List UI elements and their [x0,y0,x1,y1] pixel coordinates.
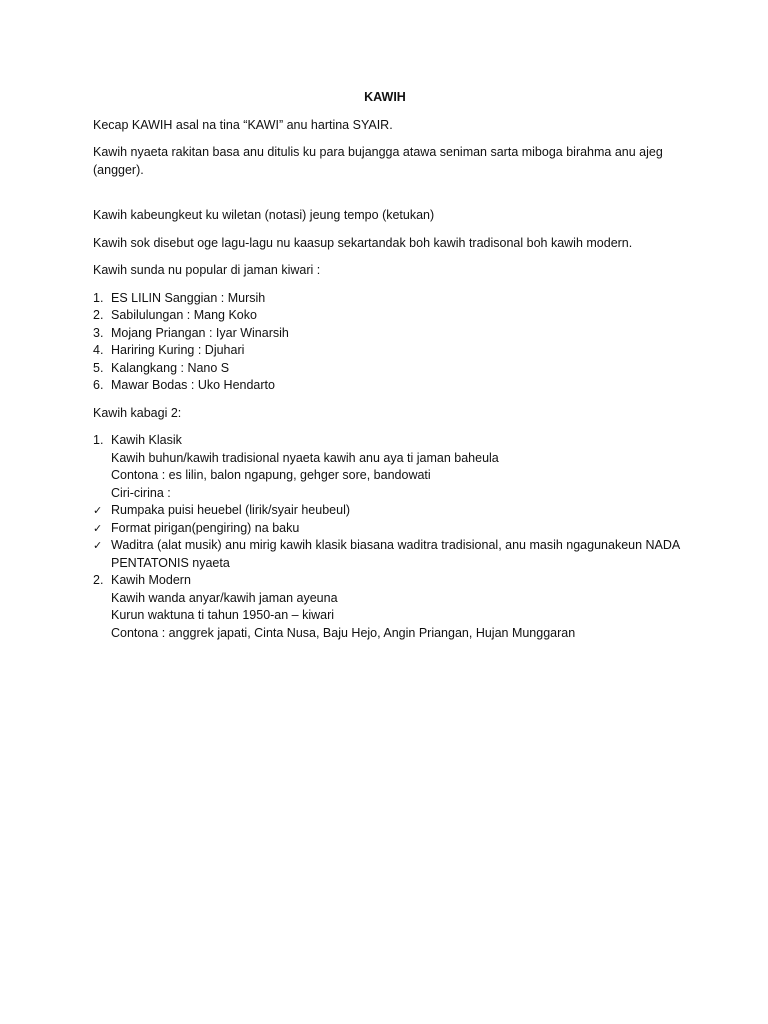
list-item [93,360,693,378]
klasik-examples: Contona : es lilin, balon ngapung, gehger sore, bandowati [111,468,431,482]
list-number: 5. [93,360,104,375]
klasik-heading: Kawih Klasik [111,433,182,447]
checkmark-icon: ✓ [93,539,103,552]
list-item [93,342,693,360]
paragraph-origin: Kecap KAWIH asal na tina “KAWI” anu hartina SYAIR. [93,117,393,132]
list-item-text: Mawar Bodas : Uko Hendarto [111,378,275,392]
modern-description: Kawih wanda anyar/kawih jaman ayeuna [111,590,338,605]
list-number: 2. [93,573,104,587]
check-item [93,537,693,572]
paragraph-notation: Kawih kabeungkeut ku wiletan (notasi) jeung tempo (ketukan) [93,208,435,222]
list-item [93,377,693,395]
list-item-text: Mojang Priangan : Iyar Winarsih [111,325,289,340]
check-item-text: Rumpaka puisi heuebel (lirik/syair heubeul) [111,503,351,517]
popular-kawih-list [93,290,693,395]
list-number: 1. [93,433,104,447]
list-item-text: Kalangkang : Nano S [111,360,230,375]
list-item-text: ES LILIN Sanggian : Mursih [111,290,266,305]
paragraph-definition: Kawih nyaeta rakitan basa anu ditulis ku para bujangga atawa seniman sarta miboga birahma anu ajeg (angger). [93,145,663,177]
paragraph-sekartandak: Kawih sok disebut oge lagu-lagu nu kaasup sekartandak boh kawih tradisonal boh kawih modern. [93,235,633,250]
list-number: 2. [93,308,104,322]
paragraph-popular-intro: Kawih sunda nu popular di jaman kiwari : [93,263,321,277]
modern-section [111,572,693,642]
klasik-section [93,432,693,572]
list-item-modern [93,572,693,642]
list-item-klasik [93,432,693,572]
list-number: 6. [93,378,104,392]
modern-examples: Contona : anggrek japati, Cinta Nusa, Baju Hejo, Angin Priangan, Hujan Munggaran [111,625,576,640]
modern-period: Kurun waktuna ti tahun 1950-an – kiwari [111,608,335,622]
document-title: KAWIH [364,90,406,104]
klasik-ciri-label: Ciri-cirina : [111,485,171,500]
list-number: 3. [93,325,104,340]
blank-line [93,189,693,207]
list-item-text: Sabilulungan : Mang Koko [111,308,257,322]
list-number: 1. [93,290,104,305]
check-item-text: Waditra (alat musik) anu mirig kawih klasik biasana waditra tradisional, anu masih ngagunakeun NADA PENTATONIS nyaeta [111,538,680,570]
list-item-text: Hariring Kuring : Djuhari [111,343,245,357]
list-item [93,325,693,343]
document-body [93,89,693,652]
modern-heading: Kawih Modern [111,573,191,587]
kawih-types-list [93,432,693,642]
list-item [93,290,693,308]
paragraph-kabagi: Kawih kabagi 2: [93,405,182,420]
klasik-ciri-list [93,502,693,572]
checkmark-icon: ✓ [93,504,103,517]
klasik-description: Kawih buhun/kawih tradisional nyaeta kawih anu aya ti jaman baheula [111,450,499,465]
check-item-text: Format pirigan(pengiring) na baku [111,520,300,535]
check-item [93,520,693,538]
list-item [93,307,693,325]
checkmark-icon: ✓ [93,521,103,535]
list-number: 4. [93,343,104,357]
check-item [93,502,693,520]
